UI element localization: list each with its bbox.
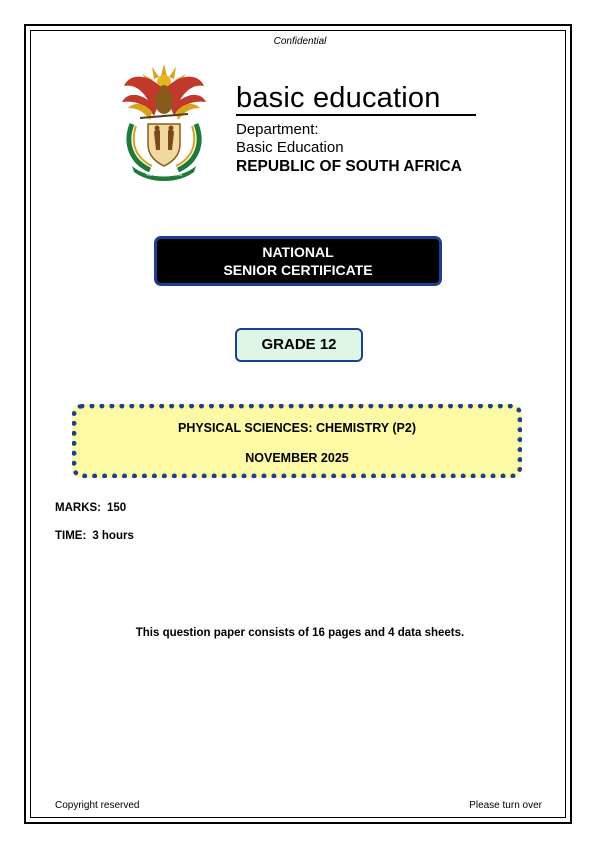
copyright-footer: Copyright reserved	[55, 800, 140, 811]
republic-name: REPUBLIC OF SOUTH AFRICA	[236, 158, 462, 175]
certificate-line-senior: SENIOR CERTIFICATE	[223, 262, 373, 278]
time-row	[55, 530, 134, 542]
marks-label: MARKS:	[55, 502, 101, 514]
subject-banner	[72, 404, 522, 478]
certificate-banner	[154, 236, 442, 286]
department-title: basic education	[236, 82, 441, 114]
department-branding	[236, 82, 486, 177]
department-name: Basic Education	[236, 139, 344, 156]
time-label: TIME:	[55, 530, 87, 542]
confidential-label: Confidential	[273, 36, 327, 47]
certificate-line-national: NATIONAL	[262, 244, 334, 260]
marks-value: 150	[107, 502, 127, 514]
time-value: 3 hours	[92, 530, 134, 542]
page-count-note: This question paper consists of 16 pages and 4 data sheets.	[135, 627, 465, 639]
grade-badge: GRADE 12	[235, 328, 363, 362]
marks-row	[55, 502, 126, 514]
department-label: Department:	[236, 121, 319, 138]
turn-over-footer: Please turn over	[469, 800, 542, 811]
subject-title: PHYSICAL SCIENCES: CHEMISTRY (P2)	[177, 421, 416, 435]
svg-text:!KE E: /XARRA //KE: !KE E: /XARRA //KE	[145, 172, 183, 177]
exam-session: NOVEMBER 2025	[245, 451, 349, 465]
coat-of-arms-icon	[114, 62, 214, 182]
title-underline	[236, 114, 476, 116]
